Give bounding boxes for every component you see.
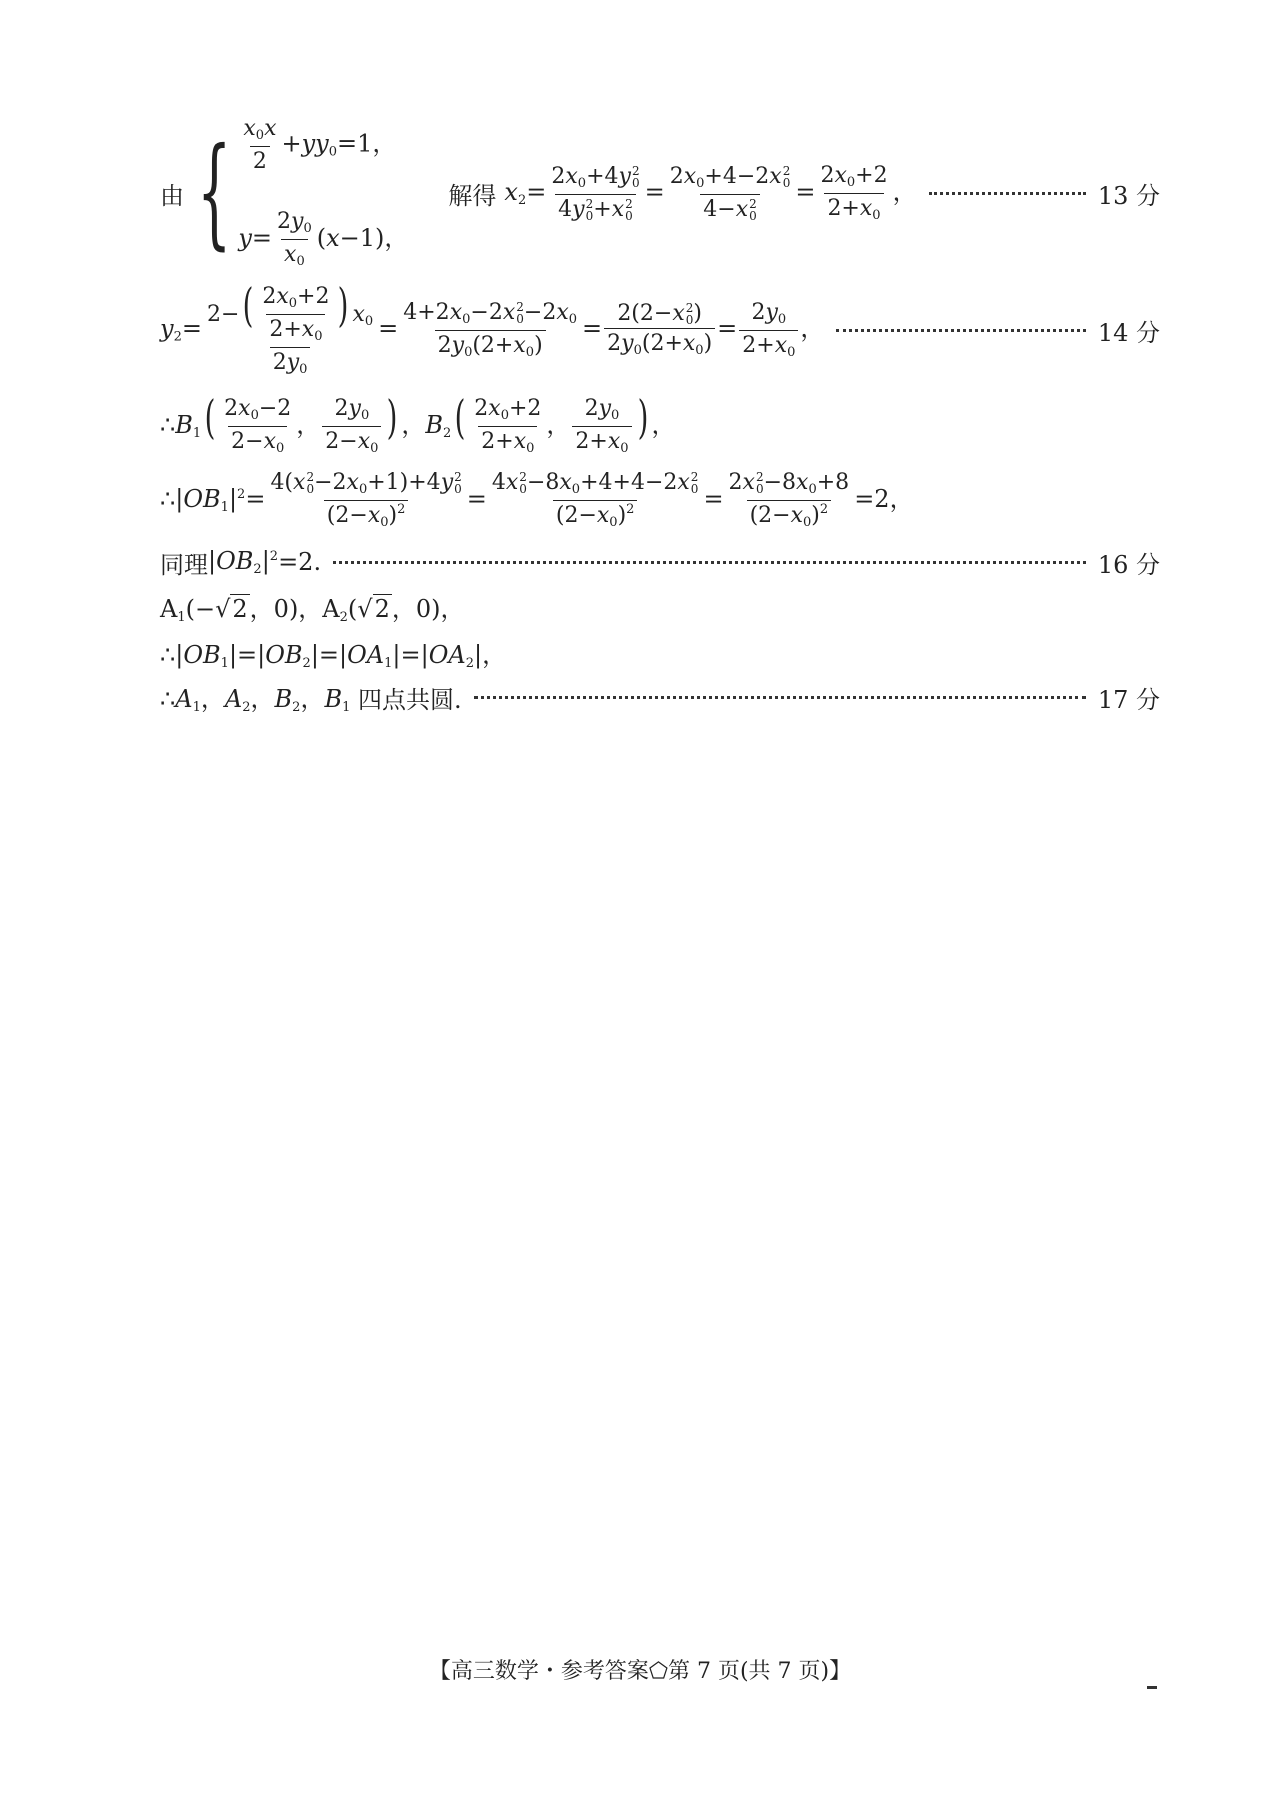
- text-jiede: 解得: [448, 181, 497, 210]
- equal-distances: [160, 636, 1160, 670]
- corner-mark: [1147, 1686, 1157, 1689]
- dot-leader: [333, 561, 1086, 564]
- dot-leader: [474, 696, 1086, 699]
- ob1-squared: [160, 465, 1160, 535]
- text-tongli: 同理: [160, 550, 208, 579]
- left-brace: {: [196, 123, 232, 262]
- equation-16: [160, 545, 1160, 579]
- equation-line: y= $\frac{2y_0}{x_0}$ (x−1)，: [238, 208, 409, 269]
- dot-leader: [929, 192, 1086, 195]
- equation-ellipse-tangent: $\frac{x_0x}{2}$ $+yy_0=1$，: [243, 116, 397, 175]
- text-you: 由: [160, 181, 184, 210]
- x2-expression: $x_2=$ $2x_0+4y$ 2 0 4y 2 0 +x 2 0 = $2x_0+4-2x$ 2 0 4−x 2 0 = $\frac{2x_0+2}{2+x_0}$ ，: [504, 162, 917, 223]
- equation-14: [160, 275, 1160, 385]
- score-13: 13 分: [1097, 181, 1160, 210]
- concyclic-points: $\therefore A_1$，$A_2$，$B_2$，$B_1$: [160, 685, 351, 715]
- points-a1-a2: [160, 590, 1160, 624]
- y2-expression: $y_2=$ 2−( $\frac{2x_0+2}{2+x_0}$ ) $x_0$ $2y_0$ = $4+2x_0-2x$ 2 0 $-2x_0$ $2y_0(2+x_0)$ = 2(2−x 2 0 ) $2y_0(2+x_0)$ = $\frac{2y_0}{2+x_0}$ ，: [160, 277, 825, 378]
- b-points-expression: $\therefore B_1$( $\frac{2x_0-2}{2-x_0}$ ， $\frac{2y_0}{2-x_0}$ ) ，$B_2$( $\frac{2x_0+2}{2+x_0}$ ， $\frac{2y_0}{2+x_0}$ ) ，: [160, 389, 676, 456]
- equal-distances-expression: $\therefore|OB_1|=|OB_2|=|OA_1|=|OA_2|$，: [160, 641, 507, 671]
- text-result: =2.: [278, 548, 322, 576]
- a-points-expression: $A_1(-√2$，0)，$A_2(√2$，0)，: [160, 595, 465, 625]
- equation-17: [160, 680, 1160, 714]
- score-17: 17 分: [1097, 685, 1160, 714]
- dot-leader: [836, 329, 1085, 332]
- page-footer: 【高三数学・参考答案⬠第 7 页(共 7 页)】: [428, 1659, 852, 1684]
- score-14: 14 分: [1097, 318, 1160, 347]
- score-16: 16 分: [1097, 550, 1160, 579]
- text-concyclic: 四点共圆.: [358, 685, 462, 714]
- equation-system: [238, 116, 408, 269]
- ob2-expression: $|OB_2|^2$: [208, 547, 279, 577]
- ob1-expression: $\therefore|OB_1|^2=$ 4(x 2 0 $-2x_0+1)+4y$ 2 0 $(2-x_0)^2$ = 4x 2 0 $-8x_0+4+4-2x$ 2 0 $(2-x_0)^2$ = 2x 2 0 $-8x_0+8$ $(2-x_0)^2$ =2，: [160, 469, 914, 530]
- points-b1-b2: [160, 390, 1160, 460]
- equation-13: [160, 118, 1160, 268]
